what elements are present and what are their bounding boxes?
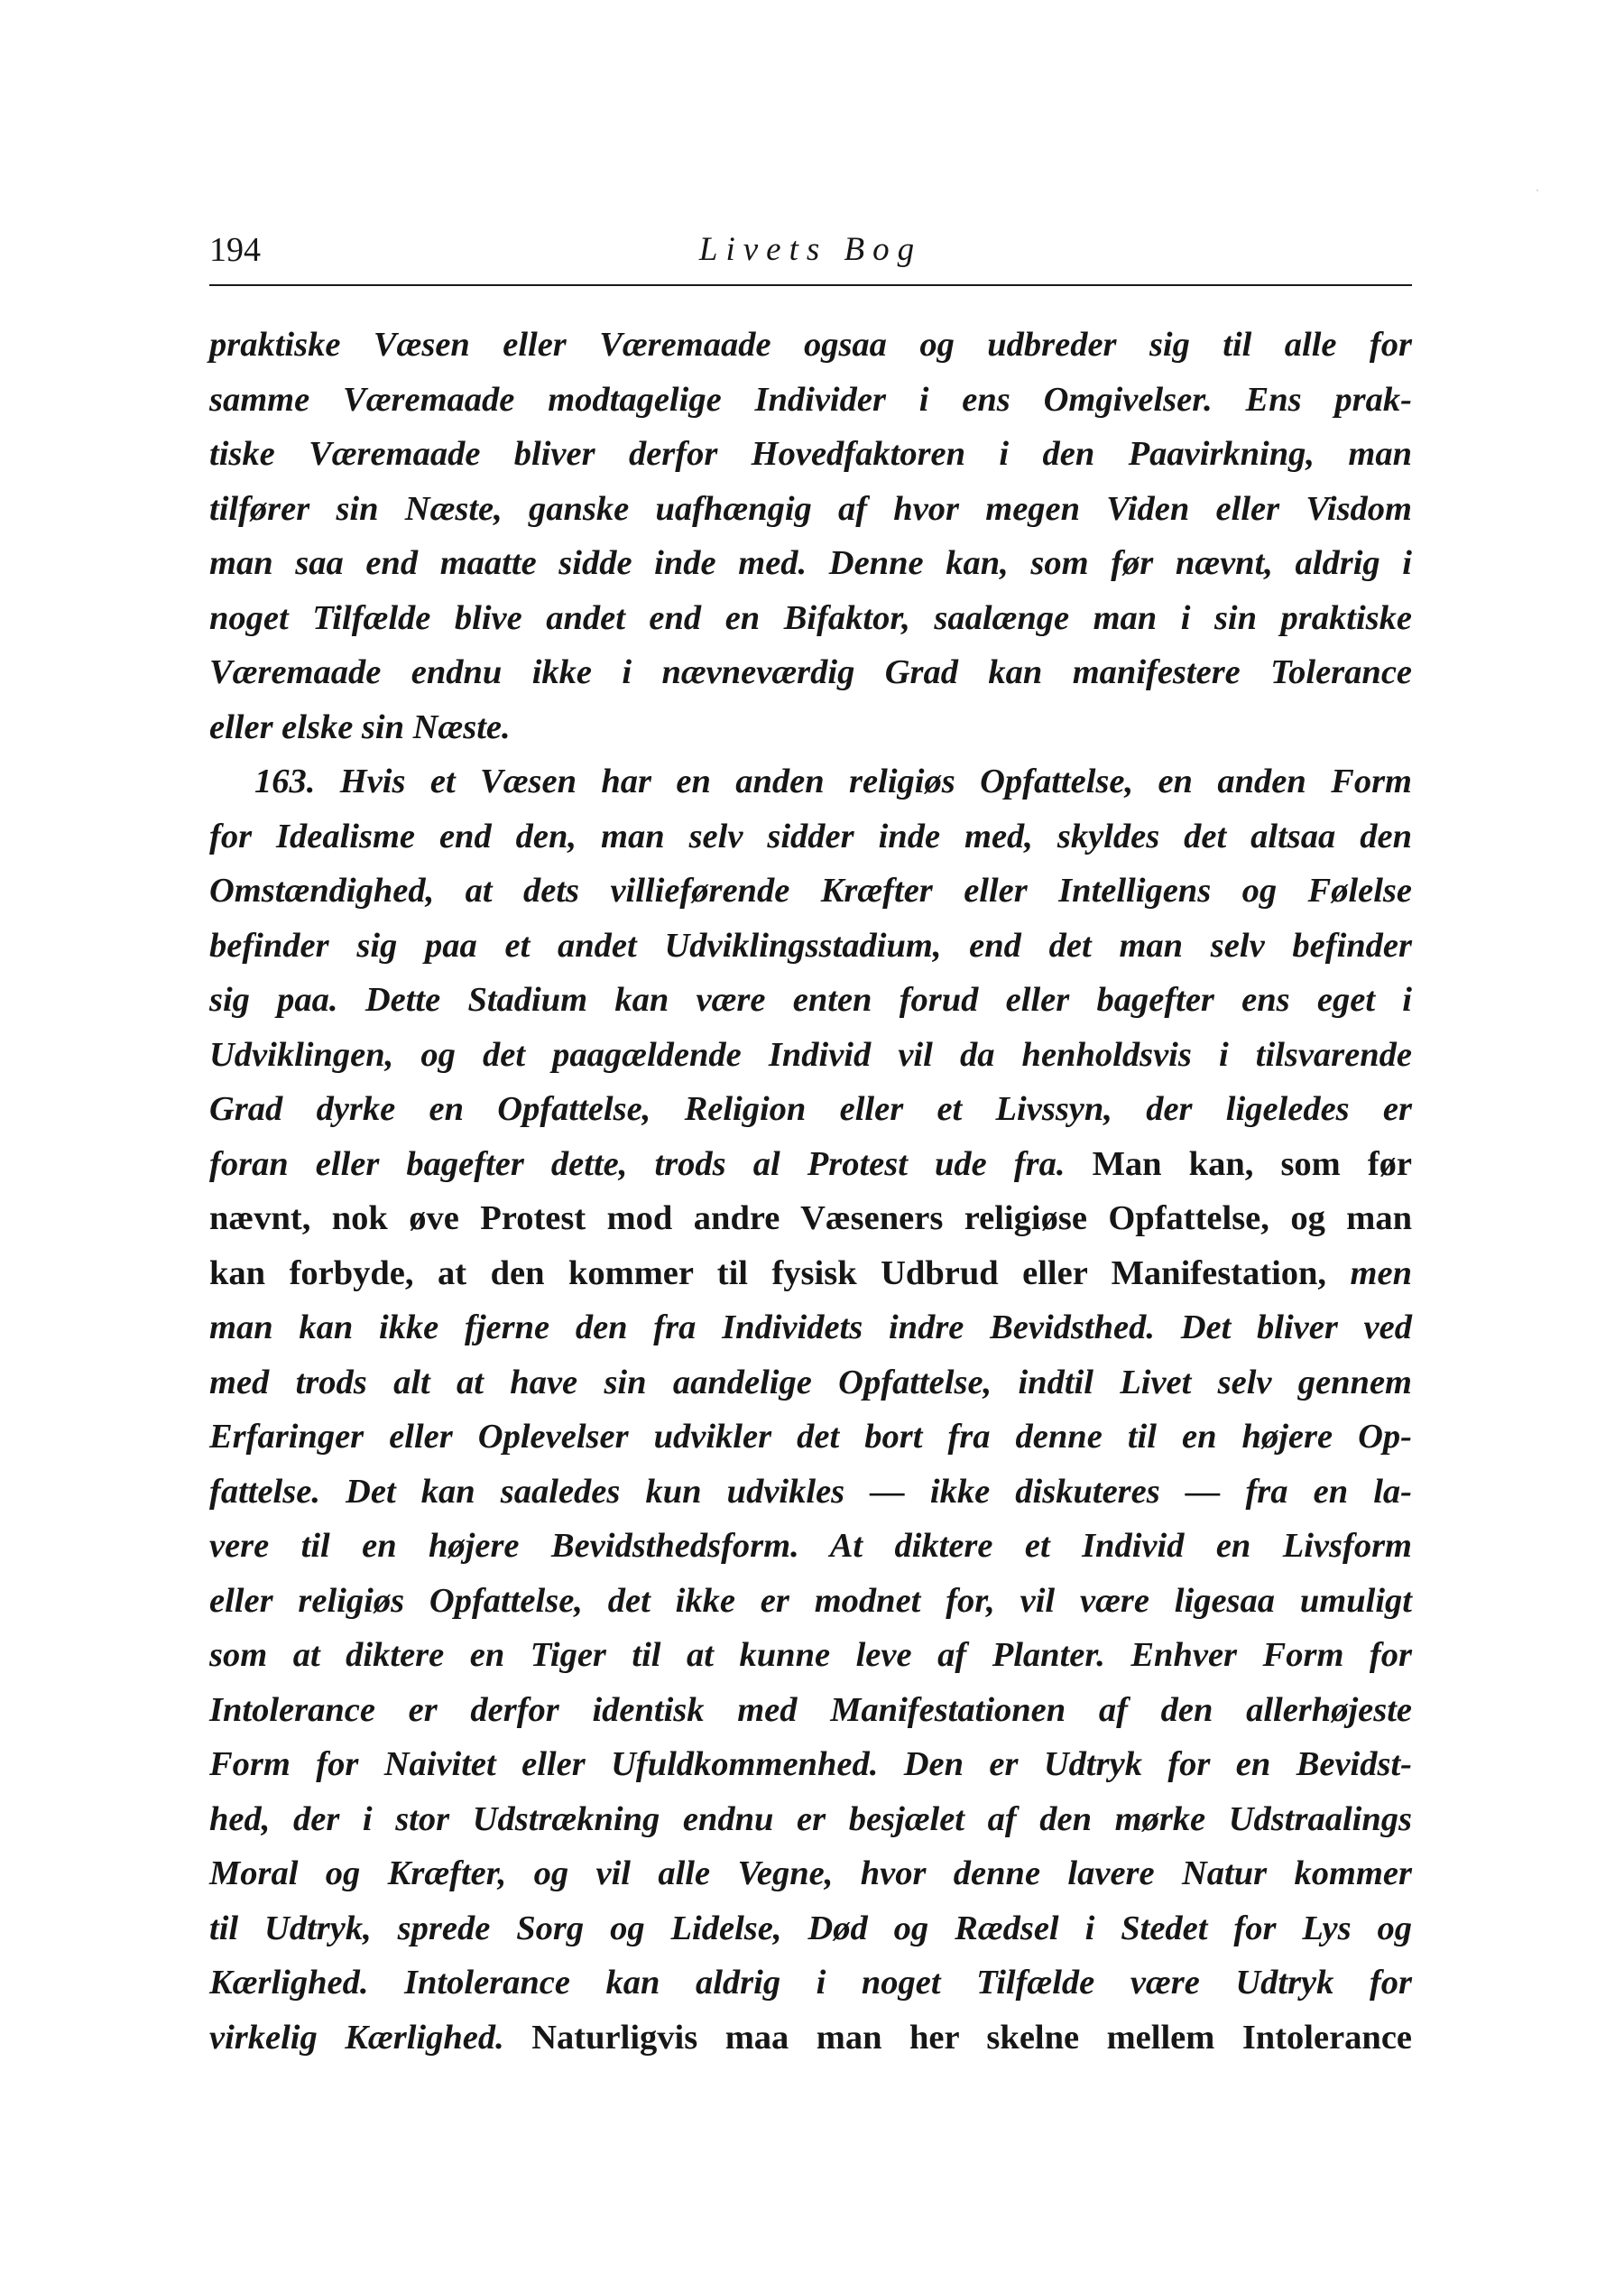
text-line: [209, 973, 1412, 1028]
text-line: [209, 1300, 1412, 1355]
italic-text-segment: Moral og Kræfter, og vil alle Vegne, hvor denne lavere Natur kommer: [209, 1854, 1412, 1892]
text-line: [209, 1683, 1412, 1738]
text-line: [209, 754, 1412, 809]
italic-text-segment: med trods alt at have sin aandelige Opfattelse, indtil Livet selv gennem: [209, 1363, 1412, 1401]
italic-text-segment: tiske Væremaade bliver derfor Hovedfaktoren i den Paavirkning, man: [209, 435, 1412, 473]
text-line: [209, 1028, 1412, 1083]
text-line: [209, 1737, 1412, 1792]
italic-text-segment: Væremaade endnu ikke i nævneværdig Grad kan manifestere Tolerance: [209, 653, 1412, 691]
running-title: Livets Bog: [698, 231, 923, 268]
text-line: [209, 1519, 1412, 1574]
page-number: 194: [209, 231, 261, 269]
italic-text-segment: eller elske sin Næste.: [209, 707, 511, 746]
italic-text-segment: noget Tilfælde blive andet end en Bifaktor, saalænge man i sin praktiske: [209, 598, 1412, 637]
italic-text-segment: 163. Hvis et Væsen har en anden religiøs Opfattelse, en anden Form: [254, 763, 1412, 800]
text-line: [209, 645, 1412, 700]
text-line: [209, 809, 1412, 864]
italic-text-segment: for Idealisme end den, man selv sidder inde med, skyldes det altsaa den: [209, 817, 1412, 855]
text-line: [209, 700, 1412, 755]
text-line: [209, 2011, 1412, 2066]
text-line: [209, 373, 1412, 428]
italic-text-segment: man saa end maatte sidde inde med. Denne kan, som før nævnt, aldrig i: [209, 544, 1412, 582]
italic-text-segment: men: [1350, 1253, 1412, 1292]
italic-text-segment: sig paa. Dette Stadium kan være enten forud eller bagefter ens eget i: [209, 981, 1412, 1019]
text-line: [209, 1792, 1412, 1847]
italic-text-segment: befinder sig paa et andet Udviklingsstadium, end det man selv befinder: [209, 926, 1412, 965]
text-line: [209, 1191, 1412, 1246]
roman-text-segment: Man kan, som før: [1065, 1144, 1412, 1183]
text-line: [209, 919, 1412, 974]
italic-text-segment: eller religiøs Opfattelse, det ikke er modnet for, vil være ligesaa umuligt: [209, 1581, 1412, 1620]
italic-text-segment: man kan ikke fjerne den fra Individets indre Bevidsthed. Det bliver ved: [209, 1308, 1412, 1346]
text-line: [209, 1956, 1412, 2011]
italic-text-segment: vere til en højere Bevidsthedsform. At diktere et Individ en Livsform: [209, 1527, 1412, 1565]
italic-text-segment: til Udtryk, sprede Sorg og Lidelse, Død og Rædsel i Stedet for Lys og: [209, 1909, 1412, 1947]
text-line: [209, 1355, 1412, 1410]
roman-text-segment: kan forbyde, at den kommer til fysisk Udbrud eller Manifestation,: [209, 1253, 1351, 1292]
roman-text-segment: nævnt, nok øve Protest mod andre Væseners religiøse Opfattelse, og man: [209, 1199, 1412, 1237]
italic-text-segment: virkelig Kærlighed.: [209, 2018, 504, 2057]
italic-text-segment: som at diktere en Tiger til at kunne leve af Planter. Enhver Form for: [209, 1636, 1412, 1674]
text-line: [209, 1846, 1412, 1901]
italic-text-segment: Intolerance er derfor identisk med Manifestationen af den allerhøjeste: [209, 1690, 1412, 1729]
italic-text-segment: tilfører sin Næste, ganske uafhængig af hvor megen Viden eller Visdom: [209, 489, 1412, 528]
text-line: [209, 427, 1412, 482]
scan-speck: [1536, 190, 1538, 191]
italic-text-segment: Omstændighed, at dets villieførende Kræfter eller Intelligens og Følelse: [209, 872, 1412, 910]
text-line: [209, 864, 1412, 919]
italic-text-segment: Erfaringer eller Oplevelser udvikler det bort fra denne til en højere Op-: [209, 1418, 1412, 1456]
text-line: [209, 1137, 1412, 1192]
italic-text-segment: fattelse. Det kan saaledes kun udvikles — ikke diskuteres — fra en la-: [209, 1472, 1412, 1511]
italic-text-segment: Grad dyrke en Opfattelse, Religion eller et Livssyn, der ligeledes er: [209, 1090, 1412, 1128]
text-line: [209, 1628, 1412, 1683]
text-line: [209, 1901, 1412, 1956]
text-line: [209, 318, 1412, 373]
italic-text-segment: Kærlighed. Intolerance kan aldrig i noget Tilfælde være Udtryk for: [209, 1964, 1412, 2002]
italic-text-segment: samme Væremaade modtagelige Individer i ens Omgivelser. Ens prak-: [209, 380, 1412, 419]
body-text: [209, 318, 1412, 2065]
text-line: [209, 591, 1412, 646]
italic-text-segment: foran eller bagefter dette, trods al Protest ude fra.: [209, 1144, 1066, 1183]
text-line: [209, 1246, 1412, 1301]
italic-text-segment: Udviklingen, og det paagældende Individ vil da henholdsvis i tilsvarende: [209, 1035, 1412, 1074]
text-line: [209, 482, 1412, 537]
text-line: [209, 1082, 1412, 1137]
italic-text-segment: hed, der i stor Udstrækning endnu er besjælet af den mørke Udstraalings: [209, 1799, 1412, 1838]
italic-text-segment: Form for Naivitet eller Ufuldkommenhed. Den er Udtryk for en Bevidst-: [209, 1745, 1412, 1783]
roman-text-segment: Naturligvis maa man her skelne mellem Intolerance: [503, 2018, 1412, 2057]
text-line: [209, 1574, 1412, 1629]
text-line: [209, 1410, 1412, 1465]
text-line: [209, 1465, 1412, 1520]
text-line: [209, 536, 1412, 591]
page-header: [209, 230, 1412, 286]
italic-text-segment: praktiske Væsen eller Væremaade ogsaa og udbreder sig til alle for: [209, 326, 1412, 364]
